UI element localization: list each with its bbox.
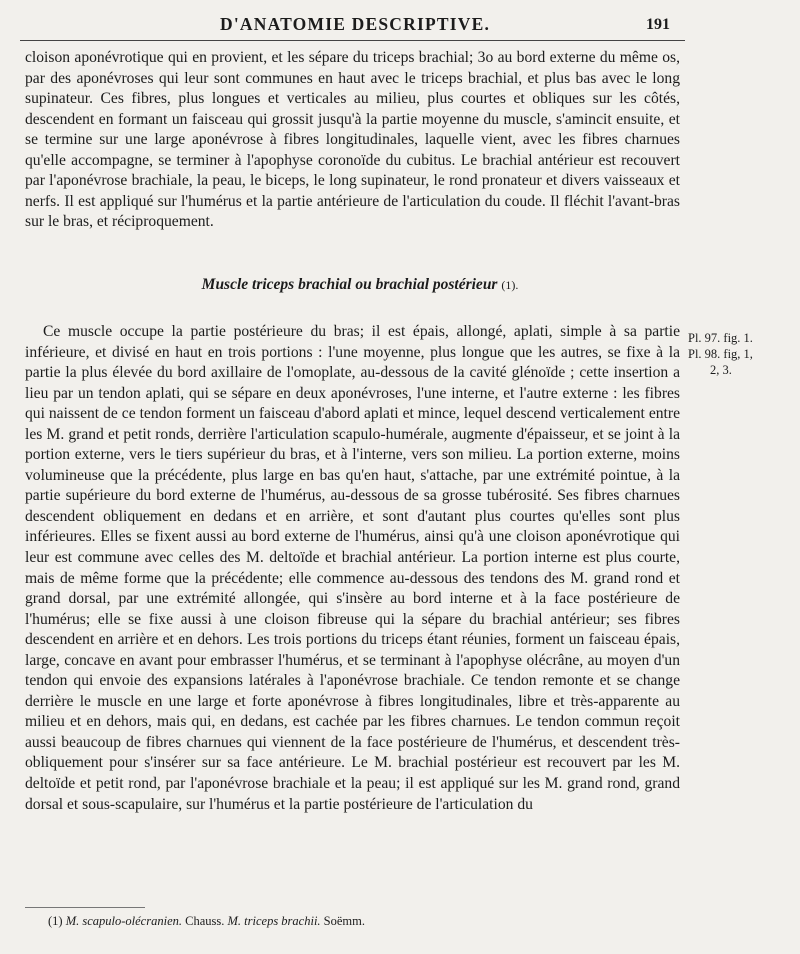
paragraph-text: cloison aponévrotique qui en provient, et les sépare du triceps brachial; 3o au bord externe du même os, par des aponévroses qui leur sont communes en haut avec le triceps brachial, et plus bas avec le long supinateur. Ces fibres, plus longues et verticales au milieu, plus courtes et obliques sur les côtés, descendent en formant un faisceau qui grossit jusqu'à la partie moyenne du muscle, s'amincit ensuite, et se termine sur une large aponévrose à fibres longitudinales, laquelle vient, avec les fibres charnues qu'elle accompagne, se terminer à l'apophyse coronoïde du cubitus. Le brachial antérieur est recouvert par l'aponévrose brachiale, la peau, le biceps, le long supinateur, le rond pronateur et divers vaisseaux et nerfs. Il est appliqué sur l'humérus et la partie antérieure de l'articulation du coude. Il fléchit l'avant-bras sur le bras, et réciproquement. (25, 49, 680, 231)
page-number: 191 (646, 16, 670, 33)
margin-note: Pl. 98. fig, 1, (688, 347, 753, 361)
paragraph-triceps (25, 322, 680, 815)
footnote (48, 914, 648, 929)
footnote-term: M. scapulo-olécranien. (65, 914, 182, 928)
footnote-author: Soëmm. (323, 914, 365, 928)
header-rule (20, 40, 685, 41)
footnote-rule (25, 907, 145, 908)
running-header (0, 14, 800, 42)
paragraph-text: Ce muscle occupe la partie postérieure du bras; il est épais, allongé, aplati, simple à sa partie inférieure, et divisé en haut en trois portions : l'une moyenne, plus longue que les autres, se fixe à la partie la plus élevée du bord axillaire de l'omoplate, au-dessous de la cavité glénoïde ; cette insertion a lieu par un tendon aplati, qui se sépare en deux aponévroses, l'une interne, et l'autre externe : les fibres qui naissent de ce tendon forment un faisceau d'abord aplati et mince, lequel descend verticalement entre les M. grand et petit ronds, derrière l'articulation scapulo-humérale, augmente d'épaisseur, et se joint à la portion externe, vers le tiers supérieur du bras, et à l'interne, vers son milieu. La portion externe, moins volumineuse que la précédente, plus large en bas qu'en haut, s'attache, par une extrémité pointue, à la partie supérieure du bord externe de l'humérus, au-dessous de sa grosse tubérosité. Ses fibres charnues descendent obliquement en dedans et en arrière, et sont d'autant plus courtes qu'elles sont plus inférieures. Elles se fixent aussi au bord externe de l'humérus, ainsi qu'à une cloison aponévrotique qui leur est commune avec celles des M. deltoïde et brachial antérieur. La portion interne est plus courte, mais de même forme que la précédente; elle commence au-dessous des tendons des M. grand rond et grand dorsal, par une extrémité allongée, qui s'insère au bord interne et à la face postérieure de l'humérus; elle se fixe aussi à une cloison fibreuse qui la sépare du brachial antérieur; ses fibres descendent en arrière et en dehors. Les trois portions du triceps étant réunies, forment un faisceau épais, large, concave en avant pour embrasser l'humérus, et se terminant à l'apophyse olécrâne, au moyen d'un tendon qui envoie des expansions latérales à l'aponévrose brachiale. Ce tendon remonte et se change derrière le muscle en une large et forte aponévrose à fibres longitudinales, libre et très-apparente au milieu et en dehors, mais qui, en dedans, est cachée par les fibres charnues. Le tendon commun reçoit aussi beaucoup de fibres charnues qui viennent de la face postérieure de l'humérus, et descendent très-obliquement pour s'insérer sur sa face antérieure. Le M. brachial postérieur est recouvert par les M. deltoïde et petit rond, par l'aponévrose brachiale et la peau; il est appliqué sur les M. grand rond, grand dorsal et sous-scapulaire, sur l'humérus et la partie postérieure de l'articulation du (25, 323, 680, 813)
paragraph-continuation (25, 48, 680, 233)
section-title-text: Muscle triceps brachial ou brachial postérieur (201, 276, 498, 293)
section-heading (150, 276, 570, 294)
margin-notes (688, 330, 796, 378)
footnote-marker: (1) (48, 914, 63, 928)
footnote-reference: (1). (501, 278, 519, 292)
footnote-author: Chauss. (185, 914, 225, 928)
running-title: D'ANATOMIE DESCRIPTIVE. (220, 14, 491, 34)
margin-note: Pl. 97. fig. 1. (688, 331, 753, 345)
footnote-term: M. triceps brachii. (227, 914, 321, 928)
margin-note: 2, 3. (710, 363, 732, 377)
